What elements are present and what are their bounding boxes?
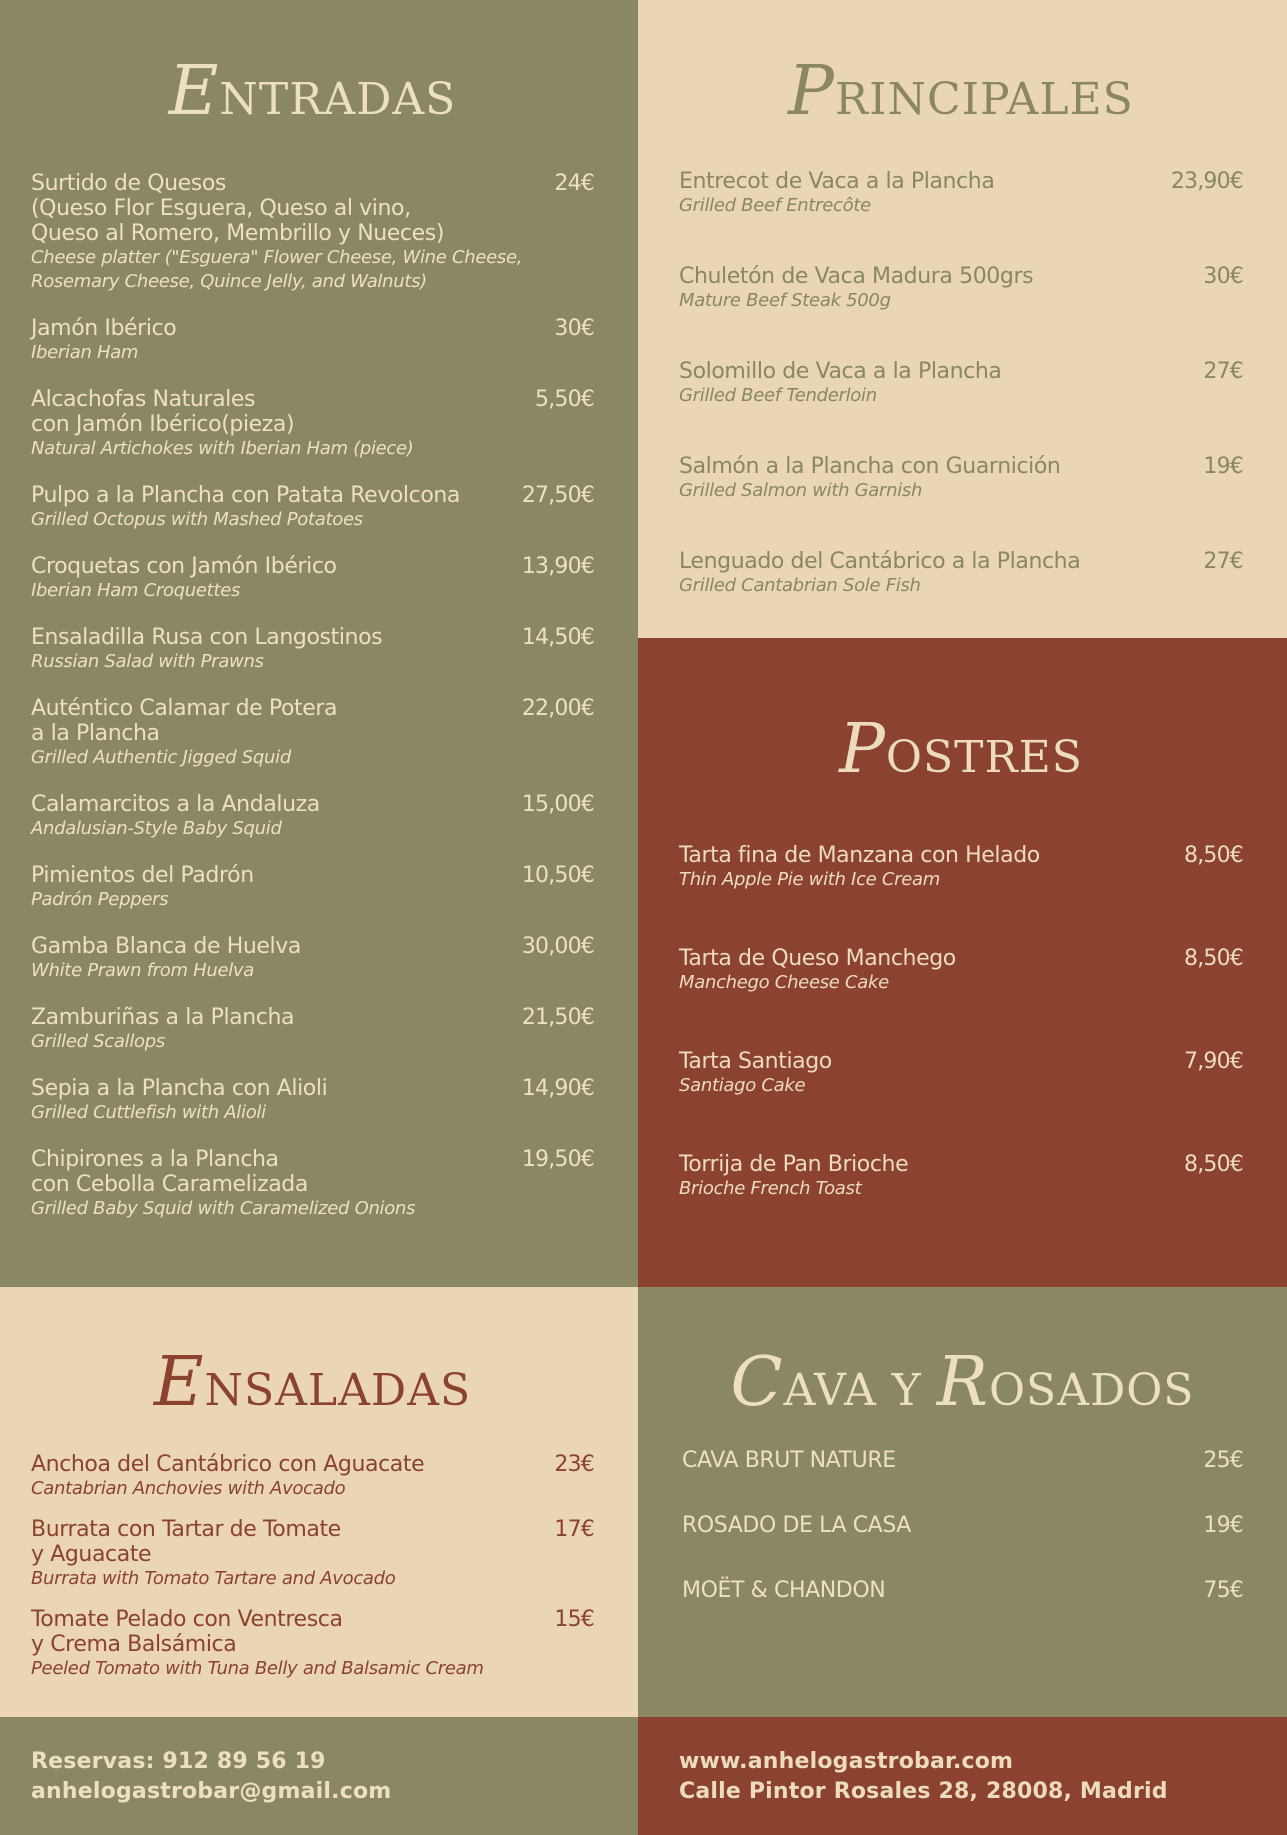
- entradas-item-description: Cheese platter ("Esguera" Flower Cheese, Wine Cheese, Rosemary Cheese, Quince Jelly, and Walnuts): [31, 247, 523, 292]
- entradas-item-description: Russian Salad with Prawns: [31, 651, 264, 672]
- entradas-item-price: 14,50€: [521, 625, 594, 650]
- postres-item: [679, 1049, 1243, 1098]
- principales-item: [679, 169, 1243, 218]
- footer-right: [638, 1717, 1287, 1835]
- entradas-item-name: Sepia a la Plancha con Alioli: [31, 1076, 328, 1101]
- entradas-item: [31, 316, 594, 365]
- principales-list: [679, 169, 1243, 598]
- principales-item-description: Mature Beef Steak 500g: [679, 290, 891, 311]
- entradas-item-description: Grilled Authentic Jigged Squid: [31, 747, 291, 768]
- ensaladas-item: [31, 1452, 594, 1501]
- entradas-item-description: Natural Artichokes with Iberian Ham (piece): [31, 438, 414, 459]
- entradas-item-price: 15,00€: [521, 792, 594, 817]
- postres-item-name: Tarta de Queso Manchego: [679, 946, 956, 971]
- postres-item-price: 8,50€: [1184, 1152, 1243, 1177]
- ensaladas-item-name: Burrata con Tartar de Tomate y Aguacate: [31, 1517, 341, 1567]
- address: Calle Pintor Rosales 28, 28008, Madrid: [679, 1779, 1168, 1804]
- postres-item: [679, 843, 1243, 892]
- postres-section: [638, 638, 1287, 1287]
- ensaladas-item-description: Burrata with Tomato Tartare and Avocado: [31, 1568, 396, 1589]
- principales-item-price: 30€: [1203, 264, 1243, 289]
- ensaladas-item-description: Peeled Tomato with Tuna Belly and Balsamic Cream: [31, 1658, 484, 1679]
- postres-item-description: Thin Apple Pie with Ice Cream: [679, 869, 940, 890]
- ensaladas-title-initial: E: [153, 1343, 205, 1422]
- entradas-item-name: Zamburiñas a la Plancha: [31, 1005, 295, 1030]
- postres-item-price: 7,90€: [1184, 1049, 1243, 1074]
- principales-item-name: Lenguado del Cantábrico a la Plancha: [679, 549, 1081, 574]
- entradas-item-name: Croquetas con Jamón Ibérico: [31, 554, 337, 579]
- principales-item-description: Grilled Salmon with Garnish: [679, 480, 923, 501]
- principales-item: [679, 264, 1243, 313]
- principales-item: [679, 359, 1243, 408]
- entradas-item: [31, 483, 594, 532]
- entradas-title: [31, 52, 594, 131]
- entradas-item-price: 19,50€: [521, 1147, 594, 1172]
- cava-item: [682, 1578, 1243, 1603]
- entradas-title-initial: E: [168, 52, 220, 131]
- ensaladas-item-price: 23€: [554, 1452, 594, 1477]
- entradas-item-description: Iberian Ham Croquettes: [31, 580, 241, 601]
- postres-item-description: Brioche French Toast: [679, 1178, 862, 1199]
- cava-item: [682, 1448, 1243, 1473]
- principales-item-description: Grilled Cantabrian Sole Fish: [679, 575, 921, 596]
- cava-title-initial-c: C: [730, 1343, 784, 1422]
- principales-item-price: 23,90€: [1170, 169, 1243, 194]
- entradas-item-name: Alcachofas Naturales con Jamón Ibérico(pieza): [31, 387, 295, 437]
- entradas-item-description: Padrón Peppers: [31, 889, 169, 910]
- entradas-item: [31, 625, 594, 674]
- principales-item: [679, 454, 1243, 503]
- postres-item-name: Tarta fina de Manzana con Helado: [679, 843, 1040, 868]
- principales-title-rest: RINCIPALES: [834, 74, 1134, 125]
- reservation-phone[interactable]: Reservas: 912 89 56 19: [31, 1749, 326, 1774]
- entradas-item-price: 21,50€: [521, 1005, 594, 1030]
- entradas-item-name: Chipirones a la Plancha con Cebolla Caramelizada: [31, 1147, 308, 1197]
- entradas-item-price: 27,50€: [521, 483, 594, 508]
- entradas-item: [31, 1147, 594, 1221]
- entradas-item: [31, 171, 594, 294]
- cava-title-rest-1: AVA Y: [783, 1365, 937, 1416]
- footer-left: [0, 1717, 638, 1835]
- cava-item-name: CAVA BRUT NATURE: [682, 1448, 896, 1473]
- postres-item-description: Manchego Cheese Cake: [679, 972, 889, 993]
- postres-title-rest: OSTRES: [885, 732, 1083, 783]
- cava-item-name: MOËT & CHANDON: [682, 1578, 886, 1603]
- entradas-item-description: Iberian Ham: [31, 342, 139, 363]
- cava-item-price: 75€: [1203, 1578, 1243, 1603]
- principales-section: [638, 0, 1287, 638]
- cava-item-name: ROSADO DE LA CASA: [682, 1513, 911, 1538]
- principales-item: [679, 549, 1243, 598]
- ensaladas-item-name: Tomate Pelado con Ventresca y Crema Balsámica: [31, 1607, 343, 1657]
- ensaladas-item: [31, 1607, 594, 1681]
- cava-item-price: 25€: [1203, 1448, 1243, 1473]
- postres-item: [679, 946, 1243, 995]
- principales-item-price: 27€: [1203, 359, 1243, 384]
- ensaladas-title: [31, 1343, 594, 1422]
- entradas-item-description: Grilled Cuttlefish with Alioli: [31, 1102, 266, 1123]
- principales-title-initial: P: [788, 52, 835, 131]
- entradas-item-description: Grilled Scallops: [31, 1031, 165, 1052]
- cava-item-price: 19€: [1203, 1513, 1243, 1538]
- entradas-item: [31, 1005, 594, 1054]
- entradas-item: [31, 863, 594, 912]
- principales-item-name: Chuletón de Vaca Madura 500grs: [679, 264, 1034, 289]
- entradas-item-name: Pulpo a la Plancha con Patata Revolcona: [31, 483, 460, 508]
- ensaladas-item-description: Cantabrian Anchovies with Avocado: [31, 1478, 346, 1499]
- entradas-item-description: Grilled Baby Squid with Caramelized Onions: [31, 1198, 416, 1219]
- entradas-item-price: 13,90€: [521, 554, 594, 579]
- ensaladas-title-rest: NSALADAS: [204, 1365, 472, 1416]
- entradas-item-name: Calamarcitos a la Andaluza: [31, 792, 320, 817]
- ensaladas-list: [31, 1452, 594, 1681]
- entradas-item: [31, 554, 594, 603]
- entradas-item-price: 5,50€: [535, 387, 594, 412]
- ensaladas-section: [0, 1287, 638, 1717]
- ensaladas-item-price: 15€: [554, 1607, 594, 1632]
- postres-title-initial: P: [839, 710, 886, 789]
- cava-title-initial-r: R: [936, 1343, 989, 1422]
- entradas-item: [31, 696, 594, 770]
- ensaladas-item-name: Anchoa del Cantábrico con Aguacate: [31, 1452, 425, 1477]
- principales-item-price: 27€: [1203, 549, 1243, 574]
- postres-item-price: 8,50€: [1184, 946, 1243, 971]
- cava-list: [682, 1448, 1243, 1603]
- cava-title: [682, 1343, 1243, 1422]
- principales-item-description: Grilled Beef Entrecôte: [679, 195, 871, 216]
- entradas-item-price: 22,00€: [521, 696, 594, 721]
- entradas-item-description: Andalusian-Style Baby Squid: [31, 818, 282, 839]
- entradas-item-name: Pimientos del Padrón: [31, 863, 254, 888]
- entradas-title-rest: NTRADAS: [219, 74, 457, 125]
- contact-email[interactable]: anhelogastrobar@gmail.com: [31, 1779, 392, 1804]
- postres-item-name: Tarta Santiago: [679, 1049, 832, 1074]
- entradas-item-description: White Prawn from Huelva: [31, 960, 255, 981]
- entradas-item: [31, 792, 594, 841]
- principales-item-name: Solomillo de Vaca a la Plancha: [679, 359, 1002, 384]
- entradas-item-name: Jamón Ibérico: [31, 316, 177, 341]
- principales-item-name: Salmón a la Plancha con Guarnición: [679, 454, 1061, 479]
- principales-item-name: Entrecot de Vaca a la Plancha: [679, 169, 995, 194]
- principales-item-price: 19€: [1203, 454, 1243, 479]
- cava-section: [638, 1287, 1287, 1717]
- cava-item: [682, 1513, 1243, 1538]
- ensaladas-item: [31, 1517, 594, 1591]
- entradas-item-name: Ensaladilla Rusa con Langostinos: [31, 625, 383, 650]
- entradas-item-name: Auténtico Calamar de Potera a la Plancha: [31, 696, 338, 746]
- entradas-item-name: Gamba Blanca de Huelva: [31, 934, 301, 959]
- entradas-list: [31, 171, 594, 1221]
- postres-item-description: Santiago Cake: [679, 1075, 806, 1096]
- entradas-item: [31, 1076, 594, 1125]
- entradas-item: [31, 934, 594, 983]
- postres-item: [679, 1152, 1243, 1201]
- postres-item-price: 8,50€: [1184, 843, 1243, 868]
- entradas-item-price: 24€: [554, 171, 594, 196]
- entradas-item-price: 14,90€: [521, 1076, 594, 1101]
- postres-list: [679, 843, 1243, 1201]
- entradas-item-price: 30€: [554, 316, 594, 341]
- entradas-section: [0, 0, 638, 1287]
- entradas-item-name: Surtido de Quesos (Queso Flor Esguera, Queso al vino, Queso al Romero, Membrillo y Nueces): [31, 171, 444, 246]
- entradas-item-description: Grilled Octopus with Mashed Potatoes: [31, 509, 363, 530]
- postres-item-name: Torrija de Pan Brioche: [679, 1152, 909, 1177]
- principales-item-description: Grilled Beef Tenderloin: [679, 385, 877, 406]
- entradas-item: [31, 387, 594, 461]
- ensaladas-item-price: 17€: [554, 1517, 594, 1542]
- principales-title: [679, 52, 1243, 131]
- entradas-item-price: 30,00€: [521, 934, 594, 959]
- cava-title-rest-2: OSADOS: [988, 1365, 1195, 1416]
- website-link[interactable]: www.anhelogastrobar.com: [679, 1749, 1014, 1774]
- postres-title: [679, 710, 1243, 789]
- entradas-item-price: 10,50€: [521, 863, 594, 888]
